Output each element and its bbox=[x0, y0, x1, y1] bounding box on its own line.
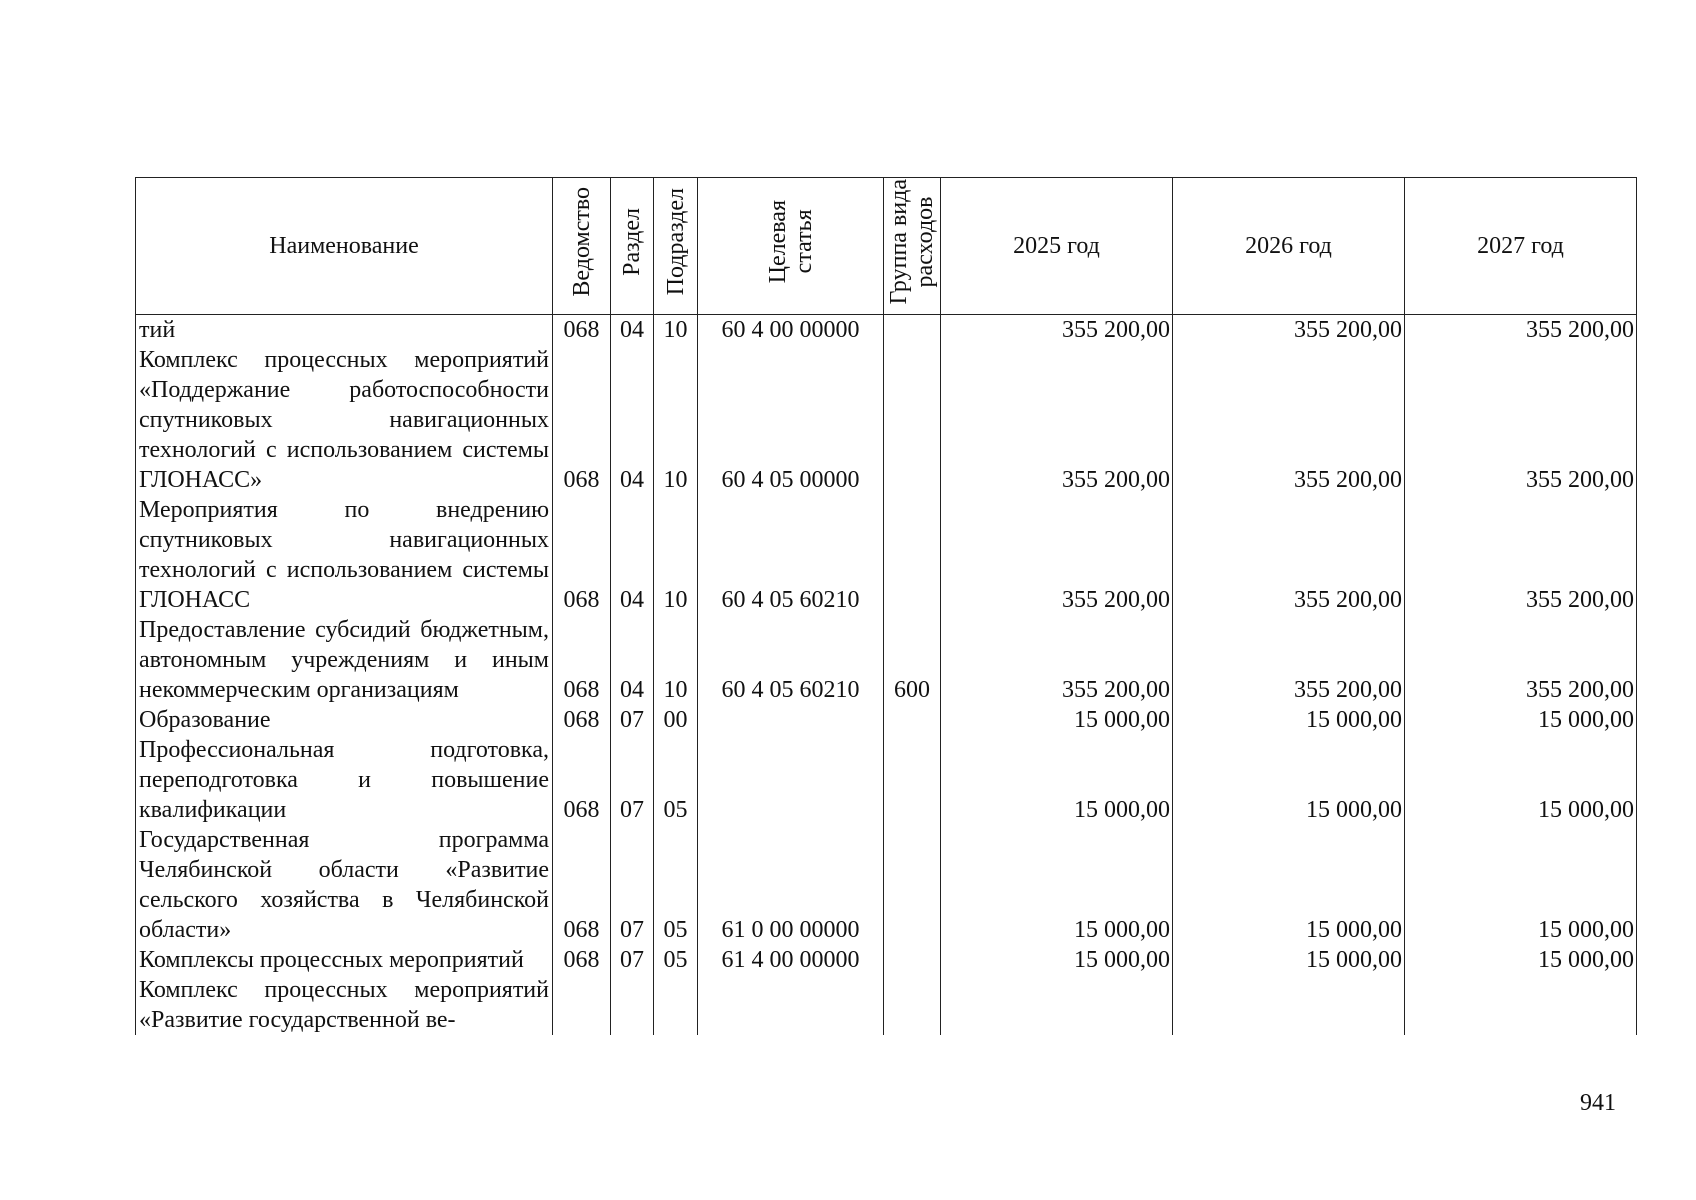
table-row bbox=[136, 705, 1637, 735]
row-department: 068 bbox=[553, 315, 611, 346]
header-row bbox=[136, 178, 1637, 315]
table-row bbox=[136, 945, 1637, 975]
header-expense-group: Группа вида расходов bbox=[884, 178, 941, 315]
row-amount-2026: 15 000,00 bbox=[1173, 825, 1405, 945]
row-department: 068 bbox=[553, 495, 611, 615]
row-expense-group bbox=[884, 945, 941, 975]
row-section: 07 bbox=[611, 945, 654, 975]
header-year-2027: 2027 год bbox=[1405, 178, 1637, 315]
row-department: 068 bbox=[553, 945, 611, 975]
header-target-article: Целевая статья bbox=[698, 178, 884, 315]
row-expense-group bbox=[884, 735, 941, 825]
row-subsection: 10 bbox=[654, 345, 698, 495]
row-amount-2027: 355 200,00 bbox=[1405, 495, 1637, 615]
row-amount-2027: 355 200,00 bbox=[1405, 345, 1637, 495]
row-amount-2026 bbox=[1173, 975, 1405, 1035]
table-header bbox=[136, 178, 1637, 315]
row-amount-2025: 355 200,00 bbox=[941, 615, 1173, 705]
row-name: Образование bbox=[136, 705, 553, 735]
row-amount-2027: 15 000,00 bbox=[1405, 705, 1637, 735]
row-amount-2027 bbox=[1405, 975, 1637, 1035]
row-department: 068 bbox=[553, 825, 611, 945]
row-expense-group bbox=[884, 315, 941, 346]
row-section: 07 bbox=[611, 735, 654, 825]
row-amount-2025: 355 200,00 bbox=[941, 345, 1173, 495]
row-target-article: 61 4 00 00000 bbox=[698, 945, 884, 975]
row-amount-2025: 15 000,00 bbox=[941, 705, 1173, 735]
row-target-article: 60 4 05 60210 bbox=[698, 615, 884, 705]
row-section: 07 bbox=[611, 705, 654, 735]
row-expense-group bbox=[884, 705, 941, 735]
row-target-article bbox=[698, 735, 884, 825]
budget-table bbox=[135, 177, 1637, 1035]
table-row bbox=[136, 315, 1637, 346]
row-expense-group: 600 bbox=[884, 615, 941, 705]
row-target-article: 60 4 00 00000 bbox=[698, 315, 884, 346]
row-name: Комплексы процессных мероприятий bbox=[136, 945, 553, 975]
row-section: 04 bbox=[611, 615, 654, 705]
table-body bbox=[136, 315, 1637, 1036]
row-amount-2026: 355 200,00 bbox=[1173, 495, 1405, 615]
row-subsection: 05 bbox=[654, 945, 698, 975]
row-amount-2027: 15 000,00 bbox=[1405, 825, 1637, 945]
row-amount-2027: 355 200,00 bbox=[1405, 315, 1637, 346]
table-row bbox=[136, 345, 1637, 495]
row-amount-2026: 15 000,00 bbox=[1173, 735, 1405, 825]
row-name: Комплекс процессных мероприятий «Развитие государственной ве- bbox=[136, 975, 553, 1035]
row-amount-2025: 15 000,00 bbox=[941, 945, 1173, 975]
row-amount-2026: 355 200,00 bbox=[1173, 345, 1405, 495]
row-amount-2026: 355 200,00 bbox=[1173, 615, 1405, 705]
header-department: Ведомство bbox=[553, 178, 611, 315]
row-subsection: 10 bbox=[654, 495, 698, 615]
row-amount-2025: 15 000,00 bbox=[941, 735, 1173, 825]
row-expense-group bbox=[884, 975, 941, 1035]
header-section: Раздел bbox=[611, 178, 654, 315]
header-subsection: Подраздел bbox=[654, 178, 698, 315]
table-row bbox=[136, 495, 1637, 615]
row-target-article bbox=[698, 975, 884, 1035]
row-section: 04 bbox=[611, 495, 654, 615]
row-amount-2026: 15 000,00 bbox=[1173, 705, 1405, 735]
row-amount-2025: 15 000,00 bbox=[941, 825, 1173, 945]
row-amount-2027: 15 000,00 bbox=[1405, 735, 1637, 825]
row-amount-2025: 355 200,00 bbox=[941, 495, 1173, 615]
row-amount-2025: 355 200,00 bbox=[941, 315, 1173, 346]
row-department bbox=[553, 975, 611, 1035]
row-subsection: 05 bbox=[654, 825, 698, 945]
row-subsection: 05 bbox=[654, 735, 698, 825]
header-year-2026: 2026 год bbox=[1173, 178, 1405, 315]
row-amount-2025 bbox=[941, 975, 1173, 1035]
row-expense-group bbox=[884, 495, 941, 615]
table-row bbox=[136, 975, 1637, 1035]
row-department: 068 bbox=[553, 735, 611, 825]
header-name: Наименование bbox=[136, 178, 553, 315]
row-expense-group bbox=[884, 825, 941, 945]
row-section: 04 bbox=[611, 345, 654, 495]
page-number: 941 bbox=[1580, 1090, 1616, 1116]
row-name: Мероприятия по внедрению спутниковых навигационных технологий с использованием системы ГЛОНАСС bbox=[136, 495, 553, 615]
row-subsection bbox=[654, 975, 698, 1035]
row-target-article: 60 4 05 00000 bbox=[698, 345, 884, 495]
row-subsection: 10 bbox=[654, 615, 698, 705]
row-name: Государственная программа Челябинской области «Развитие сельского хозяйства в Челябинской области» bbox=[136, 825, 553, 945]
row-amount-2026: 15 000,00 bbox=[1173, 945, 1405, 975]
table-row bbox=[136, 825, 1637, 945]
table-row bbox=[136, 615, 1637, 705]
row-subsection: 10 bbox=[654, 315, 698, 346]
row-target-article bbox=[698, 705, 884, 735]
row-name: Профессиональная подготовка, переподготовка и повышение квалификации bbox=[136, 735, 553, 825]
row-target-article: 61 0 00 00000 bbox=[698, 825, 884, 945]
row-department: 068 bbox=[553, 615, 611, 705]
row-section: 07 bbox=[611, 825, 654, 945]
row-target-article: 60 4 05 60210 bbox=[698, 495, 884, 615]
table-row bbox=[136, 735, 1637, 825]
row-name: тий bbox=[136, 315, 553, 346]
row-section bbox=[611, 975, 654, 1035]
row-department: 068 bbox=[553, 345, 611, 495]
row-amount-2027: 15 000,00 bbox=[1405, 945, 1637, 975]
row-expense-group bbox=[884, 345, 941, 495]
row-department: 068 bbox=[553, 705, 611, 735]
header-year-2025: 2025 год bbox=[941, 178, 1173, 315]
row-section: 04 bbox=[611, 315, 654, 346]
row-amount-2027: 355 200,00 bbox=[1405, 615, 1637, 705]
row-name: Предоставление субсидий бюджетным, автономным учреждениям и иным некоммерческим организациям bbox=[136, 615, 553, 705]
row-amount-2026: 355 200,00 bbox=[1173, 315, 1405, 346]
row-name: Комплекс процессных мероприятий «Поддержание работоспособности спутниковых навигационных технологий с использованием системы ГЛОНАСС» bbox=[136, 345, 553, 495]
row-subsection: 00 bbox=[654, 705, 698, 735]
